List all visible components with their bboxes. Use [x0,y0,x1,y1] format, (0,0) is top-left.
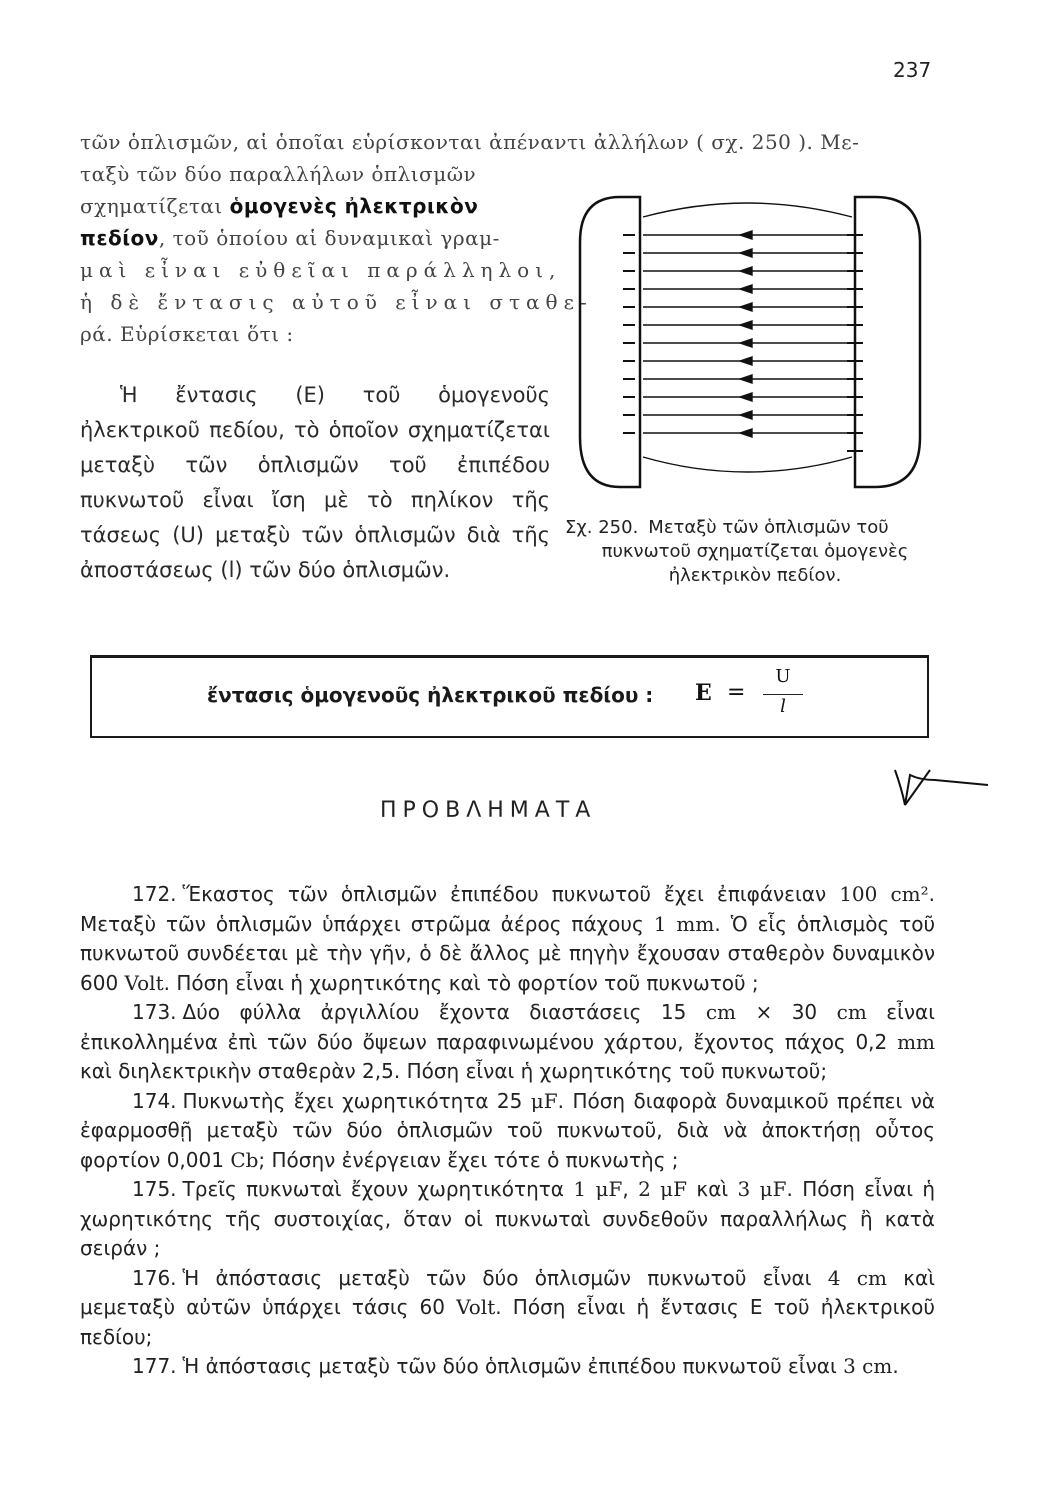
problem-value: 1 mm [653,911,715,936]
field-lines [643,203,852,472]
problems-list [80,880,935,1382]
formula-box [90,655,929,738]
caption-text: Μεταξὺ τῶν ὁπλισμῶν τοῦ [648,517,889,538]
problem-item [80,1175,935,1264]
problem-value: mm [897,1029,935,1054]
problem-text: . Ὁ εἷς ὁπλισμὸς τοῦ πυκνωτοῦ συνδέεται μὲ τὴν γῆν, ὁ δὲ ἄλλος μὲ πηγὴν ἔχουσαν σταθερὸν δυναμικὸν 600 [80,911,936,995]
formula-numerator: U [775,666,791,687]
formula-lhs: E [695,680,712,706]
problem-text: ; Πόσην ἐνέργειαν ἔχει τότε ὁ πυκνωτὴς ; [258,1147,679,1172]
problem-number: 172. [132,882,177,906]
formula-denominator: l [780,696,786,717]
intro-bold-term: πεδίον [80,226,159,250]
problem-text: Ἕκαστος τῶν ὁπλισμῶν ἐπιπέδου πυκνωτοῦ ἔχει ἐπιφάνειαν [182,882,840,906]
right-plate [855,197,920,487]
problem-text: καὶ [687,1177,738,1201]
problem-number: 174. [132,1088,177,1113]
intro-line: τῶν ὁπλισμῶν, αἱ ὁποῖαι εὑρίσκονται ἀπέναντι ἀλλήλων ( σχ. 250 ). Με- [80,130,860,154]
problem-value: Volt [124,970,164,995]
intro-text: , τοῦ ὁποίου αἱ δυναμικαὶ γραμ- [158,226,500,250]
capacitor-figure [575,187,925,497]
problem-item [80,1352,935,1382]
problem-text: . Πόση εἶναι ἡ χωρητικότης τῆς συστοιχίας, ὅταν οἱ πυκνωταὶ συνδεθοῦν παραλλήλως ἢ κατὰ σειράν ; [80,1177,936,1260]
page-number: 237 [893,58,932,82]
problem-text: Ἡ ἀπόστασις μεταξὺ τῶν δύο ὁπλισμῶν ἐπιπέδου πυκνωτοῦ εἶναι [182,1354,844,1378]
problem-item [80,1264,935,1353]
problem-value: Cb [230,1147,259,1172]
problem-text: . Πόση εἶναι ἡ ἔντασις E τοῦ ἠλεκτρικοῦ πεδίου; [80,1295,935,1349]
problem-text: . Μεταξὺ τῶν ὁπλισμῶν ὑπάρχει στρῶμα ἀέρος πάχους [80,882,935,936]
problems-title: ΠΡΟΒΛΗΜΑΤΑ [380,798,597,823]
problem-number: 177. [132,1354,177,1378]
problem-number: 176. [132,1265,177,1290]
problem-value: cm [836,1000,867,1024]
problem-item [80,998,935,1087]
problem-value: Volt [456,1295,496,1319]
problem-text: Τρεῖς πυκνωταὶ ἔχουν χωρητικότητα [182,1177,574,1201]
problem-text: × 30 [735,1000,837,1024]
caption-line: ἠλεκτρικὸν πεδίον. [668,565,842,586]
problem-value: 3 μF [737,1177,787,1201]
problem-number: 173. [132,1000,177,1024]
intro-line: ταξὺ τῶν δύο παραλλήλων ὁπλισμῶν [80,162,477,186]
intro-bold-term: ὁμογενὲς ἠλεκτρικὸν [229,194,479,218]
problem-value: 2 μF [638,1177,688,1201]
problem-text: . Πόση εἶναι ἡ χωρητικότης καὶ τὸ φορτίον τοῦ πυκνωτοῦ ; [163,970,759,995]
problem-value: cm [705,1000,736,1024]
problem-text: , [622,1177,639,1201]
figure-caption [565,516,945,588]
problem-text: Δύο φύλλα ἀργιλλίου ἔχοντα διαστάσεις 15 [182,1000,706,1024]
problem-text: . [892,1354,899,1378]
caption-number: Σχ. 250. [565,517,639,538]
intro-line: ρά. Εὑρίσκεται ὅτι : [80,322,294,346]
problem-value: 100 cm² [839,882,929,906]
problem-item [80,1087,935,1176]
handwritten-check-mark [890,750,990,830]
problem-value: 3 cm [843,1354,893,1378]
formula-equals: = [727,680,746,705]
intro-line: μαὶ εἶναι εὐθεῖαι παράλληλοι, [80,258,562,282]
problem-text: Ἡ ἀπόστασις μεταξὺ τῶν δύο ὁπλισμῶν πυκνωτοῦ εἶναι [182,1265,828,1290]
intro-text: σχηματίζεται [80,194,230,218]
caption-line: πυκνωτοῦ σχηματίζεται ὁμογενὲς [601,541,909,562]
problem-value: 4 cm [827,1265,887,1290]
definition-block [80,378,550,588]
definition-paragraph: Ἡ ἔντασις (E) τοῦ ὁμογενοῦς ἠλεκτρικοῦ πεδίου, τὸ ὁποῖον σχηματίζεται μεταξὺ τῶν ὁπλισμῶν τοῦ ἐπιπέδου πυκνωτοῦ εἶναι ἴση μὲ τὸ πηλίκον τῆς τάσεως (U) μεταξὺ τῶν ὁπλισμῶν διὰ τῆς ἀποστάσεως (l) τῶν δύο ὁπλισμῶν. [80,383,550,582]
problem-text: εἶναι ἐπικολλημένα ἐπὶ τῶν δύο ὄψεων παραφινωμένου χάρτου, ἔχοντος πάχος 0,2 [80,1000,936,1054]
intro-line: ἡ δὲ ἔντασις αὐτοῦ εἶναι σταθε- [80,290,593,314]
fraction-bar [763,694,803,695]
problem-value: μF [530,1088,558,1113]
problem-value: 1 μF [573,1177,623,1201]
problem-text: Πυκνωτὴς ἔχει χωρητικότητα 25 [182,1088,531,1113]
negative-charges [623,235,635,433]
problem-text: καὶ διηλεκτρικὴν σταθερὰν 2,5. Πόση εἶναι ἡ χωρητικότης τοῦ πυκνωτοῦ; [80,1059,828,1083]
problem-number: 175. [132,1177,177,1201]
problem-item [80,880,935,998]
formula-label: ἔντασις ὁμογενοῦς ἠλεκτρικοῦ πεδίου : [207,683,654,707]
problem-text: . Πόση διαφορὰ δυναμικοῦ πρέπει νὰ ἐφαρμοσθῇ μεταξὺ τῶν δύο ὁπλισμῶν τοῦ πυκνωτοῦ, διὰ νὰ ἀποκτήσῃ οὗτος φορτίον 0,001 [80,1088,935,1172]
caption-line [565,516,945,540]
problem-text: καὶ μεμεταξὺ αὐτῶν ὑπάρχει τάσις 60 [80,1265,935,1319]
